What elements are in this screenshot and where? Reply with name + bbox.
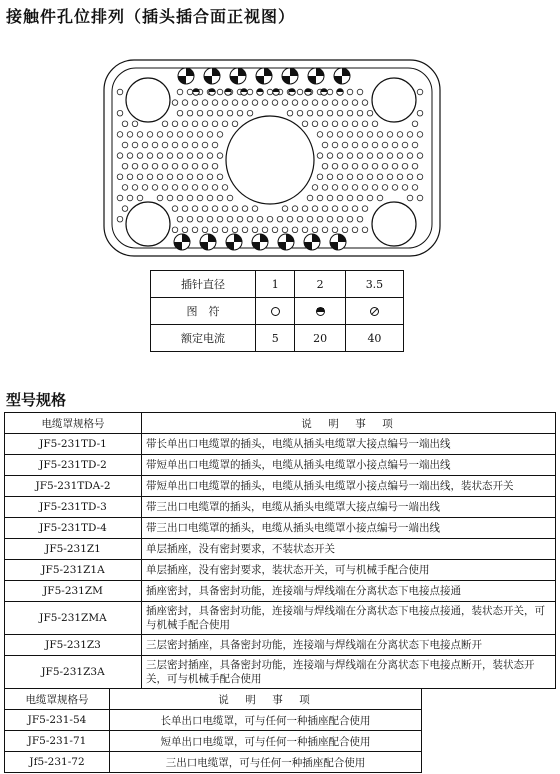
cover-desc: 长单出口电缆罩，可与任何一种插座配合使用	[110, 710, 422, 731]
mounting-hole	[372, 78, 416, 122]
pin-diameter-row	[151, 271, 404, 298]
table-row	[5, 434, 556, 455]
model-desc: 带短单出口电缆罩的插头，电缆从插头电缆罩小接点编号一端出线	[142, 455, 556, 476]
cover-desc: 三出口电缆罩，可与任何一种插座配合使用	[110, 752, 422, 773]
table-row	[5, 518, 556, 539]
model-desc: 插座密封，具备密封功能，连接端与焊线端在分离状态下电接点接通	[142, 581, 556, 602]
table-header	[5, 689, 422, 710]
cover-code: JF5-231-54	[5, 710, 110, 731]
header-desc: 说 明 事 项	[142, 413, 556, 434]
model-desc: 三层密封插座，具备密封功能，连接端与焊线端在分离状态下电接点断开	[142, 635, 556, 656]
row-label: 图 符	[151, 298, 256, 325]
value-cell: 40	[345, 325, 403, 352]
model-desc: 单层插座，没有密封要求，装状态开关，可与机械手配合使用	[142, 560, 556, 581]
model-code: JF5-231TDA-2	[5, 476, 142, 497]
cover-code: Jf5-231-72	[5, 752, 110, 773]
table-row	[5, 602, 556, 635]
model-code: JF5-231Z3	[5, 635, 142, 656]
table-row	[5, 497, 556, 518]
model-desc: 带短单出口电缆罩的插头，电缆从插头电缆罩小接点编号一端出线，装状态开关	[142, 476, 556, 497]
table-header	[5, 413, 556, 434]
table-row	[5, 476, 556, 497]
model-spec-table	[4, 412, 556, 689]
open-circle-icon	[271, 307, 280, 316]
table-row	[5, 752, 422, 773]
model-code: JF5-231TD-2	[5, 455, 142, 476]
mounting-hole	[126, 78, 170, 122]
value-cell: 3.5	[345, 271, 403, 298]
cable-cover-table	[4, 688, 422, 773]
rated-current-row	[151, 325, 404, 352]
table-row	[5, 560, 556, 581]
cover-code: JF5-231-71	[5, 731, 110, 752]
header-code: 电缆罩规格号	[5, 413, 142, 434]
header-code: 电缆罩规格号	[5, 689, 110, 710]
pin-spec-table	[150, 270, 404, 352]
mounting-hole	[372, 202, 416, 246]
model-desc: 带三出口电缆罩的插头，电缆从插头电缆罩小接点编号一端出线	[142, 518, 556, 539]
model-desc: 插座密封，具备密封功能，连接端与焊线端在分离状态下电接点接通，装状态开关，可与机械手配合使用	[142, 602, 556, 635]
model-desc: 三层密封插座，具备密封功能，连接端与焊线端在分离状态下电接点断开，装状态开关，可与机械手配合使用	[142, 656, 556, 689]
model-desc: 带长单出口电缆罩的插头，电缆从插头电缆罩大接点编号一端出线	[142, 434, 556, 455]
model-code: JF5-231TD-3	[5, 497, 142, 518]
row-label: 额定电流	[151, 325, 256, 352]
model-code: JF5-231TD-4	[5, 518, 142, 539]
model-code: JF5-231Z1	[5, 539, 142, 560]
model-desc: 单层插座，没有密封要求，不装状态开关	[142, 539, 556, 560]
page-title: 接触件孔位排列（插头插合面正视图）	[6, 7, 296, 26]
value-cell: 5	[256, 325, 295, 352]
half-filled-circle-icon	[316, 307, 325, 316]
model-code: JF5-231TD-1	[5, 434, 142, 455]
section-title: 型号规格	[6, 391, 67, 409]
mounting-hole	[126, 202, 170, 246]
table-row	[5, 581, 556, 602]
table-row	[5, 539, 556, 560]
slashed-circle-icon	[370, 307, 379, 316]
model-code: JF5-231ZM	[5, 581, 142, 602]
table-row	[5, 656, 556, 689]
center-hole	[226, 116, 314, 204]
value-cell: 1	[256, 271, 295, 298]
model-code: JF5-231Z3A	[5, 656, 142, 689]
table-row	[5, 710, 422, 731]
cover-desc: 短单出口电缆罩，可与任何一种插座配合使用	[110, 731, 422, 752]
row-label: 插针直径	[151, 271, 256, 298]
value-cell: 2	[295, 271, 345, 298]
model-desc: 带三出口电缆罩的插头，电缆从插头电缆罩大接点编号一端出线	[142, 497, 556, 518]
value-cell: 20	[295, 325, 345, 352]
model-code: JF5-231Z1A	[5, 560, 142, 581]
model-code: JF5-231ZMA	[5, 602, 142, 635]
table-row	[5, 635, 556, 656]
table-row	[5, 455, 556, 476]
symbol-row	[151, 298, 404, 325]
table-row	[5, 731, 422, 752]
header-desc: 说 明 事 项	[110, 689, 422, 710]
